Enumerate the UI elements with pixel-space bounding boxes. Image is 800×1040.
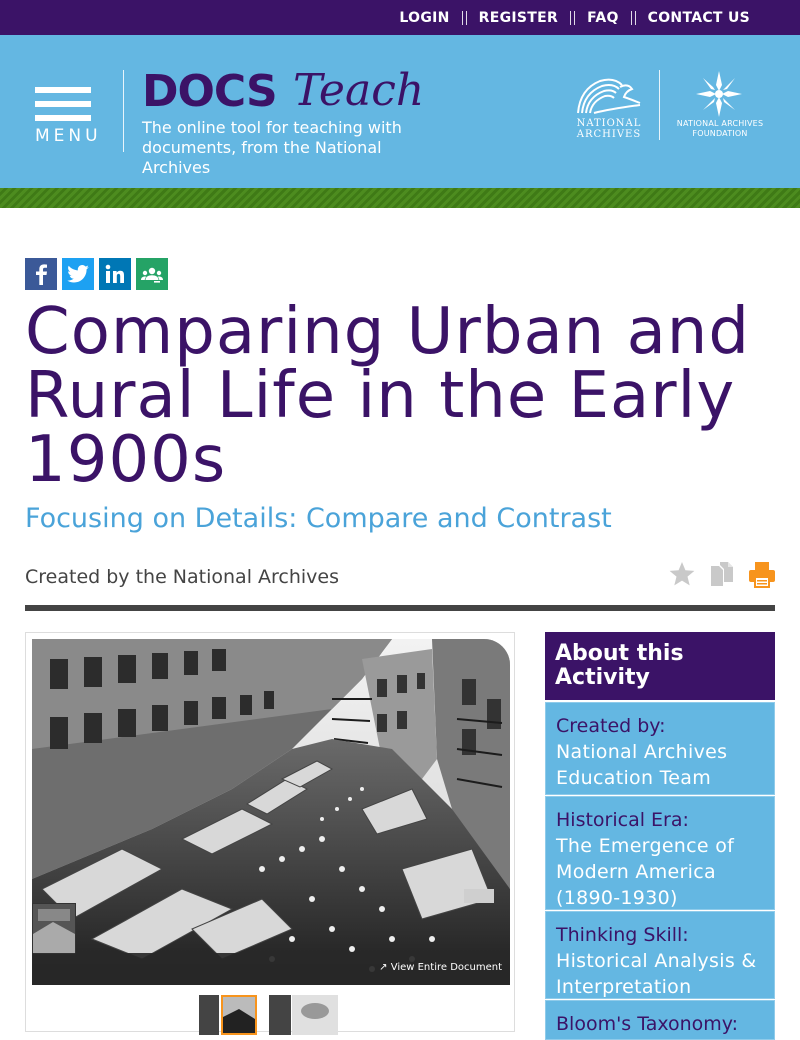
top-nav [399,0,750,35]
menu-icon [35,87,91,93]
logo-divider [659,70,660,140]
register-link[interactable]: REGISTER [478,9,559,26]
facebook-share-button[interactable] [25,258,57,290]
logo-docs-text: DOCS [142,66,277,117]
external-link-icon: ↗ [379,962,391,973]
navigator-thumbnail [33,904,75,954]
header-divider [123,70,124,152]
faq-link[interactable]: FAQ [587,9,619,26]
viewer-toolbar [32,953,510,985]
about-label: Bloom's Taxonomy: [556,1013,739,1035]
view-entire-document-link[interactable] [379,962,502,973]
about-heading-text: About this Activity [555,641,684,690]
menu-button[interactable] [35,87,101,147]
about-created-by [545,702,775,795]
document-thumbnail[interactable] [292,995,338,1035]
about-label: Created by: [556,715,666,737]
foundation-star-icon [694,69,744,119]
site-tagline: The online tool for teaching with documents, from the National Archives [142,118,402,177]
thumbnail-tab[interactable] [199,995,219,1035]
nav-separator [570,11,575,25]
activity-subtitle[interactable]: Focusing on Details: Compare and Contrast [25,503,612,534]
about-thinking-skill [545,911,775,999]
nav-separator [631,11,636,25]
top-bar [0,0,800,35]
about-value[interactable]: Historical Analysis & Interpretation [556,950,757,998]
document-thumbnail-active[interactable] [221,995,257,1035]
facebook-icon [32,263,50,285]
about-label: Historical Era: [556,809,689,831]
thumbnail-image [292,995,338,1035]
section-divider [25,605,775,611]
twitter-icon [67,265,89,283]
about-value[interactable]: The Emergence of Modern America (1890-1930) [556,835,735,909]
image-navigator[interactable] [32,903,76,955]
street-market-photo [32,639,510,985]
created-by-text: Created by the National Archives [25,566,340,588]
document-viewer [25,632,515,1032]
copy-icon[interactable] [708,560,736,588]
document-image[interactable] [32,639,510,985]
foundation-text: NATIONAL ARCHIVES FOUNDATION [676,119,764,138]
google-classroom-share-button[interactable] [136,258,168,290]
view-entire-document-label: View Entire Document [390,962,502,973]
nav-separator [462,11,467,25]
about-activity-heading [545,632,775,700]
thumbnail-tab[interactable] [269,995,291,1035]
national-archives-text: NATIONAL ARCHIVES [576,118,642,140]
about-label: Thinking Skill: [556,924,689,946]
about-historical-era [545,796,775,910]
star-icon[interactable] [668,560,696,588]
about-value[interactable]: National Archives Education Team [556,741,728,789]
about-blooms-taxonomy [545,1000,775,1040]
menu-icon-bar [35,101,91,107]
logo-teach-text: Teach [293,65,425,116]
menu-label: MENU [35,126,102,146]
activity-title: Comparing Urban and Rural Life in the Early 1900s [25,295,750,497]
thumbnail-image [223,997,255,1033]
linkedin-share-button[interactable] [99,258,131,290]
google-classroom-icon [140,264,164,284]
print-icon[interactable] [748,560,776,588]
menu-icon-bar [35,115,91,121]
login-link[interactable]: LOGIN [399,9,450,26]
linkedin-icon [105,264,125,284]
site-header [0,35,800,188]
decorative-stripe [0,188,800,208]
twitter-share-button[interactable] [62,258,94,290]
contact-us-link[interactable]: CONTACT US [647,9,750,26]
